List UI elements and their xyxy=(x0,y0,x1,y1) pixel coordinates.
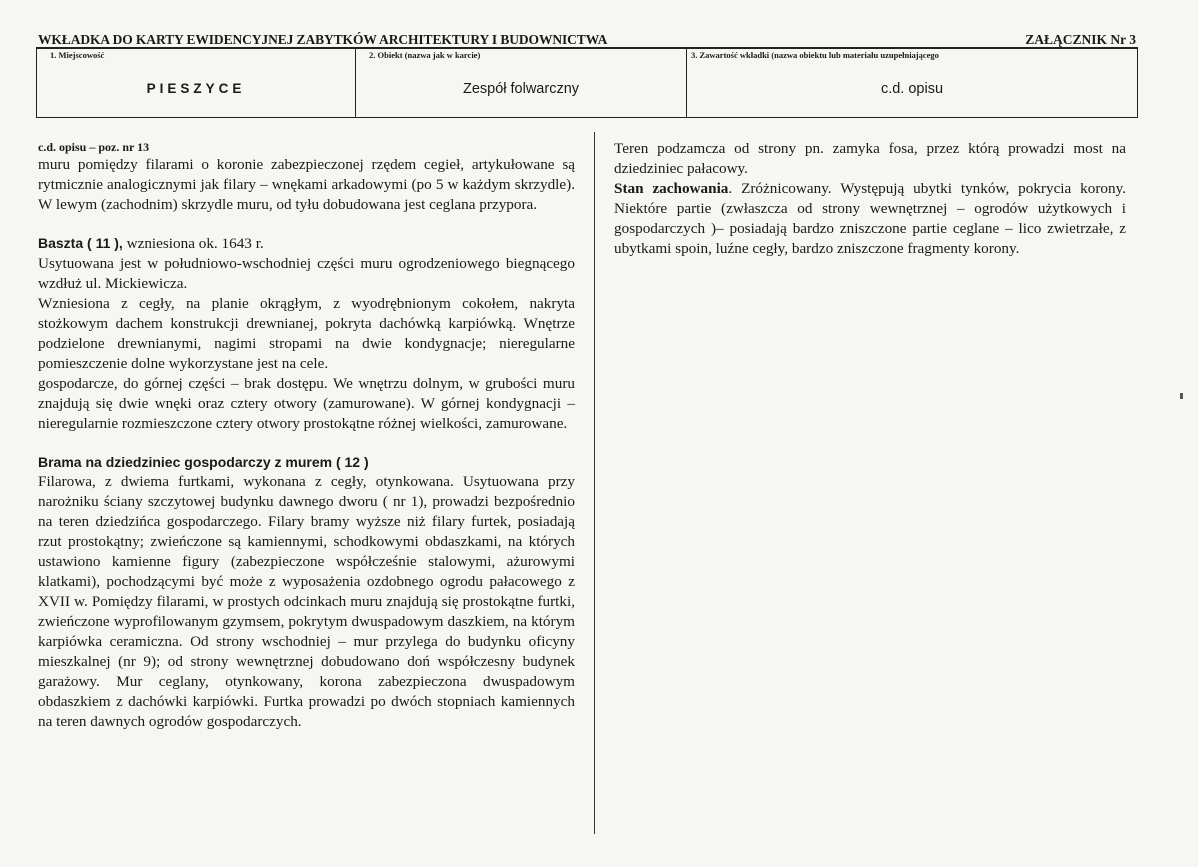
annex-number: ZAŁĄCZNIK Nr 3 xyxy=(1025,32,1136,47)
content-label: 3. Zawartość wkładki (nazwa obiektu lub materiału uzupełniającego xyxy=(691,50,939,60)
tower-date: wzniesiona ok. 1643 r. xyxy=(122,235,264,252)
tower-paragraph-3: gospodarcze, do górnej części – brak dostępu. We wnętrzu dolnym, w grubości muru znajdują się dwie wnęki oraz cztery otwory (zamurowane). W górnej kondygnacji – nieregularnie rozmieszczone cztery otwory prostokątne różnej wielkości, zamurowane. xyxy=(38,375,575,432)
column-divider xyxy=(594,132,595,834)
header-fields xyxy=(36,48,1138,118)
right-column xyxy=(614,139,1126,259)
locality-value: PIESZYCE xyxy=(146,81,246,96)
content-field xyxy=(687,48,1137,117)
tower-paragraph-1: Usytuowana jest w południowo-wschodniej części muru ogrodzeniowego biegnącego wzdłuż ul. Mickiewicza. xyxy=(38,255,575,292)
tower-title: Baszta ( 11 ), xyxy=(38,235,123,251)
tower-paragraph-2: Wzniesiona z cegły, na planie okrągłym, z wyodrębnionym cokołem, nakryta stożkowym dachem konstrukcji drewnianej, pokryta dachówką karpiówką. Wnętrze podzielone drewnianymi, nagimi stropami na dwie kondygnacje; nieregularne pomieszczenie dolne wykorzystane jest na cele. xyxy=(38,295,575,372)
state-label: Stan zachowania xyxy=(614,180,729,197)
object-field xyxy=(356,48,687,117)
form-title: WKŁADKA DO KARTY EWIDENCYJNEJ ZABYTKÓW ARCHITEKTURY I BUDOWNICTWA xyxy=(38,32,608,47)
tower-heading-line xyxy=(38,233,575,254)
gate-title: Brama na dziedziniec gospodarczy z murem ( 12 ) xyxy=(38,454,369,470)
locality-field xyxy=(37,48,356,117)
scan-mark xyxy=(1180,393,1183,399)
moat-paragraph: Teren podzamcza od strony pn. zamyka fosa, przez którą prowadzi most na dziedziniec pałacowy. xyxy=(614,140,1126,177)
object-label: 2. Obiekt (nazwa jak w karcie) xyxy=(369,50,481,60)
object-value: Zespół folwarczny xyxy=(462,81,580,97)
state-text: . Zróżnicowany. Występują ubytki tynków, pokrycia korony. Niektóre partie (zwłaszcza od strony wewnętrznej – ogrodów użytkowych i gospodarczych )– posiadają bardzo zniszczone partie ceglane – lico zwietrzałe, z ubytkami spoin, luźne cegły, bardzo zniszczone fragmenty korony. xyxy=(614,180,1126,257)
gate-paragraph: Filarowa, z dwiema furtkami, wykonana z cegły, otynkowana. Usytuowana przy narożniku ściany szczytowej budynku dawnego dworu ( nr 1), prowadzi bezpośrednio na teren dziedzińca gospodarczego. Filary bramy wyższe niż filary furtek, posiadają rzut prostokątny; zwieńczone są kamiennymi, schodkowymi obdaszkami, na których ustawiono kamienne figury (zabezpieczone współcześnie stalowymi, ażurowymi klatkami), pochodzącymi być może z wyposażenia ozdobnego ogrodu pałacowego z XVII w. Pomiędzy filarami, w prostych odcinkach muru znajdują się prostokątne furtki, zwieńczone wyprofilowanym gzymsem, pokrytym dwuspadowym daszkiem, na którym karpiówka ceramiczna. Od strony wschodniej – mur przylega do budynku oficyny mieszkalnej (nr 9); od strony wewnętrznej dobudowano doń współczesny budynek garażowy. Mur ceglany, otynkowany, korona zabezpieczona dwuspadowym obdaszkiem z dachówki karpiówki. Furtka prowadzi po dwóch stopniach kamiennych na teren dawnych ogrodów gospodarczych. xyxy=(38,473,575,730)
locality-label: 1. Miejscowość xyxy=(50,50,105,60)
intro-paragraph: muru pomiędzy filarami o koronie zabezpieczonej rzędem cegieł, artykułowane są rytmicznie analogicznymi jak filary – wnękami arkadowymi (po 5 w każdym skrzydle). W lewym (zachodnim) skrzydle muru, od tyłu dobudowana jest ceglana przypora. xyxy=(38,156,575,213)
state-paragraph xyxy=(614,179,1126,259)
left-column xyxy=(38,139,575,732)
continuation-label: c.d. opisu – poz. nr 13 xyxy=(38,140,150,154)
content-value: c.d. opisu xyxy=(880,81,944,97)
